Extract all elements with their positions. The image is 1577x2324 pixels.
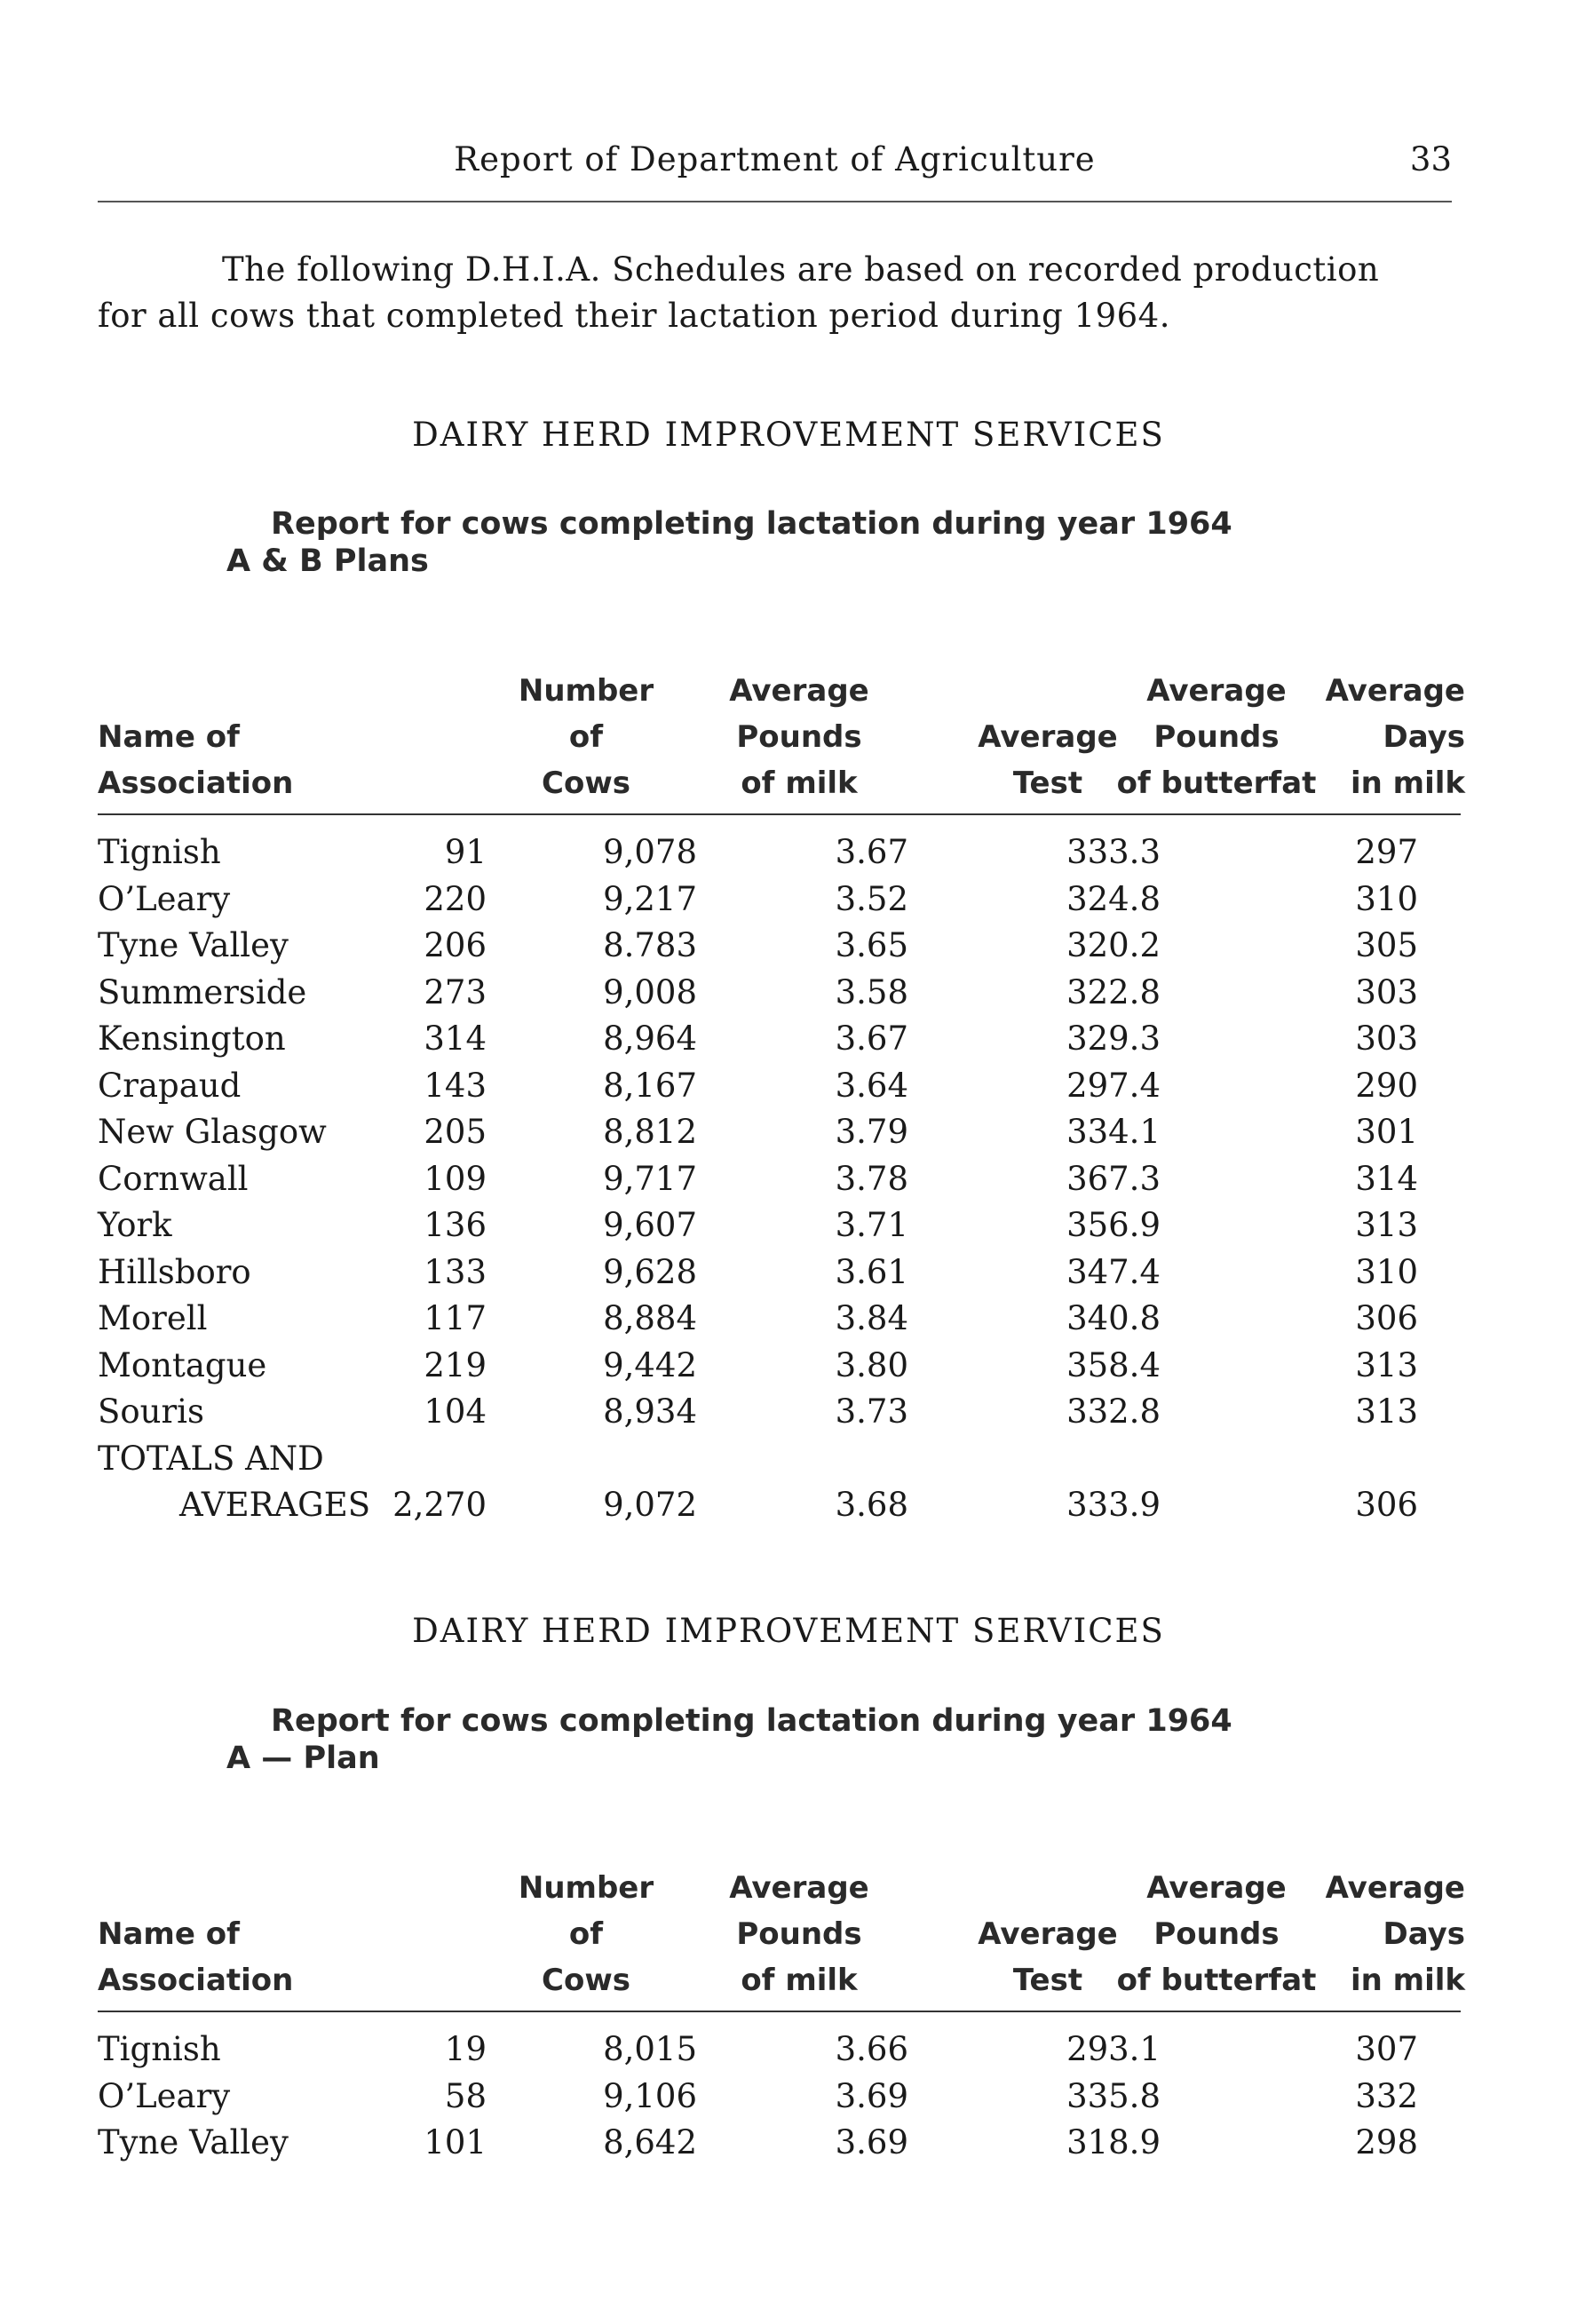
avg-test: 3.66 bbox=[835, 2030, 908, 2068]
totals-days: 306 bbox=[1355, 1486, 1418, 1524]
table-row bbox=[98, 1019, 1461, 1067]
avg-test: 3.67 bbox=[835, 833, 908, 871]
milk-pounds: 8,964 bbox=[603, 1019, 697, 1058]
cows-count: 219 bbox=[424, 1345, 487, 1384]
days-in-milk: 298 bbox=[1355, 2123, 1418, 2161]
table-rule bbox=[98, 2011, 1461, 2012]
avg-test: 3.69 bbox=[835, 2076, 908, 2115]
table-row bbox=[98, 1113, 1461, 1160]
cows-count: 136 bbox=[424, 1206, 487, 1244]
milk-pounds: 8,884 bbox=[603, 1299, 697, 1337]
cows-count: 91 bbox=[444, 833, 487, 871]
milk-pounds: 9,106 bbox=[603, 2076, 697, 2115]
plan-label-1: A & B Plans bbox=[226, 543, 429, 579]
col-header-test: Average Test bbox=[978, 719, 1118, 801]
cows-count: 104 bbox=[424, 1392, 487, 1431]
table-row bbox=[98, 1392, 1461, 1440]
totals-row bbox=[98, 1486, 1461, 1533]
report-caption-2: Report for cows completing lactation during year 1964 bbox=[271, 1703, 1232, 1739]
association-name: New Glasgow bbox=[98, 1113, 327, 1151]
association-name: Kensington bbox=[98, 1019, 286, 1058]
intro-paragraph bbox=[98, 247, 1452, 339]
col-header-butterfat: Average Pounds of butterfat bbox=[1116, 673, 1317, 801]
days-in-milk: 306 bbox=[1355, 1299, 1418, 1337]
table-body bbox=[98, 2030, 1461, 2170]
butterfat-pounds: 334.1 bbox=[1066, 1113, 1161, 1151]
totals-milk: 9,072 bbox=[603, 1486, 697, 1524]
table-row bbox=[98, 1206, 1461, 1253]
milk-pounds: 8,812 bbox=[603, 1113, 697, 1151]
butterfat-pounds: 322.8 bbox=[1066, 972, 1161, 1011]
avg-test: 3.61 bbox=[835, 1252, 908, 1291]
days-in-milk: 314 bbox=[1355, 1159, 1418, 1198]
table-row bbox=[98, 1346, 1461, 1393]
association-name: Tyne Valley bbox=[98, 926, 289, 964]
butterfat-pounds: 320.2 bbox=[1066, 926, 1161, 964]
milk-pounds: 8,015 bbox=[603, 2030, 697, 2068]
milk-pounds: 8.783 bbox=[603, 926, 697, 964]
table-body bbox=[98, 833, 1461, 1440]
association-name: Montague bbox=[98, 1345, 267, 1384]
cows-count: 220 bbox=[424, 879, 487, 918]
cows-count: 133 bbox=[424, 1252, 487, 1291]
association-name: Summerside bbox=[98, 972, 307, 1011]
table-row bbox=[98, 1067, 1461, 1114]
totals-label-row bbox=[98, 1440, 1461, 1487]
butterfat-pounds: 332.8 bbox=[1066, 1392, 1161, 1431]
table-row bbox=[98, 1253, 1461, 1300]
page-number: 33 bbox=[1409, 140, 1452, 178]
table-a-plan bbox=[98, 1865, 1465, 2170]
days-in-milk: 305 bbox=[1355, 926, 1418, 964]
table-row bbox=[98, 973, 1461, 1020]
butterfat-pounds: 318.9 bbox=[1066, 2123, 1161, 2161]
col-header-cows: Number of Cows bbox=[518, 1870, 654, 1998]
days-in-milk: 310 bbox=[1355, 879, 1418, 918]
association-name: O’Leary bbox=[98, 2076, 231, 2115]
table-header bbox=[98, 668, 1465, 806]
butterfat-pounds: 356.9 bbox=[1066, 1206, 1161, 1244]
avg-test: 3.73 bbox=[835, 1392, 908, 1431]
intro-line-2: for all cows that completed their lactation period during 1964. bbox=[98, 297, 1170, 335]
cows-count: 58 bbox=[444, 2076, 487, 2115]
milk-pounds: 9,078 bbox=[603, 833, 697, 871]
milk-pounds: 8,167 bbox=[603, 1066, 697, 1105]
col-header-cows: Number of Cows bbox=[518, 673, 654, 801]
col-header-milk: Average Pounds of milk bbox=[729, 1870, 869, 1998]
cows-count: 273 bbox=[424, 972, 487, 1011]
table-row bbox=[98, 1160, 1461, 1207]
milk-pounds: 8,642 bbox=[603, 2123, 697, 2161]
butterfat-pounds: 335.8 bbox=[1066, 2076, 1161, 2115]
milk-pounds: 9,607 bbox=[603, 1206, 697, 1244]
running-head-title: Report of Department of Agriculture bbox=[454, 140, 1096, 178]
table-row bbox=[98, 2123, 1461, 2170]
col-header-name: Name of Association bbox=[98, 1916, 294, 1998]
milk-pounds: 9,717 bbox=[603, 1159, 697, 1198]
cows-count: 206 bbox=[424, 926, 487, 964]
avg-test: 3.65 bbox=[835, 926, 908, 964]
table-row bbox=[98, 926, 1461, 973]
association-name: Hillsboro bbox=[98, 1252, 251, 1291]
days-in-milk: 290 bbox=[1355, 1066, 1418, 1105]
col-header-test: Average Test bbox=[978, 1916, 1118, 1998]
association-name: Tignish bbox=[98, 2030, 221, 2068]
association-name: Souris bbox=[98, 1392, 204, 1431]
totals-butterfat: 333.9 bbox=[1066, 1486, 1161, 1524]
cows-count: 101 bbox=[424, 2123, 487, 2161]
days-in-milk: 303 bbox=[1355, 1019, 1418, 1058]
section-title-1: DAIRY HERD IMPROVEMENT SERVICES bbox=[412, 416, 1165, 454]
milk-pounds: 9,217 bbox=[603, 879, 697, 918]
col-header-days: Average Days in milk bbox=[1325, 673, 1465, 801]
col-header-days: Average Days in milk bbox=[1325, 1870, 1465, 1998]
col-header-name: Name of Association bbox=[98, 719, 294, 801]
avg-test: 3.84 bbox=[835, 1299, 908, 1337]
report-line-1 bbox=[226, 506, 1232, 579]
cows-count: 314 bbox=[424, 1019, 487, 1058]
butterfat-pounds: 333.3 bbox=[1066, 833, 1161, 871]
days-in-milk: 332 bbox=[1355, 2076, 1418, 2115]
table-rule bbox=[98, 813, 1461, 815]
cows-count: 19 bbox=[444, 2030, 487, 2068]
association-name: Crapaud bbox=[98, 1066, 242, 1105]
butterfat-pounds: 340.8 bbox=[1066, 1299, 1161, 1337]
butterfat-pounds: 293.1 bbox=[1066, 2030, 1161, 2068]
butterfat-pounds: 297.4 bbox=[1066, 1066, 1161, 1105]
butterfat-pounds: 347.4 bbox=[1066, 1252, 1161, 1291]
table-row bbox=[98, 833, 1461, 880]
association-name: Tyne Valley bbox=[98, 2123, 289, 2161]
days-in-milk: 313 bbox=[1355, 1345, 1418, 1384]
report-caption-1: Report for cows completing lactation during year 1964 bbox=[271, 506, 1232, 542]
butterfat-pounds: 324.8 bbox=[1066, 879, 1161, 918]
col-header-milk: Average Pounds of milk bbox=[729, 673, 869, 801]
days-in-milk: 297 bbox=[1355, 833, 1418, 871]
milk-pounds: 9,628 bbox=[603, 1252, 697, 1291]
association-name: Morell bbox=[98, 1299, 208, 1337]
butterfat-pounds: 329.3 bbox=[1066, 1019, 1161, 1058]
header-rule bbox=[98, 201, 1452, 202]
butterfat-pounds: 358.4 bbox=[1066, 1345, 1161, 1384]
table-row bbox=[98, 2030, 1461, 2077]
avg-test: 3.71 bbox=[835, 1206, 908, 1244]
days-in-milk: 307 bbox=[1355, 2030, 1418, 2068]
totals-label: TOTALS AND bbox=[98, 1439, 324, 1478]
totals-cows: 2,270 bbox=[392, 1486, 487, 1524]
running-head bbox=[98, 140, 1452, 194]
table-header bbox=[98, 1865, 1465, 2003]
days-in-milk: 313 bbox=[1355, 1392, 1418, 1431]
averages-label: AVERAGES bbox=[179, 1486, 371, 1524]
cows-count: 117 bbox=[424, 1299, 487, 1337]
days-in-milk: 313 bbox=[1355, 1206, 1418, 1244]
milk-pounds: 8,934 bbox=[603, 1392, 697, 1431]
cows-count: 143 bbox=[424, 1066, 487, 1105]
cows-count: 109 bbox=[424, 1159, 487, 1198]
table-row bbox=[98, 880, 1461, 927]
avg-test: 3.78 bbox=[835, 1159, 908, 1198]
avg-test: 3.64 bbox=[835, 1066, 908, 1105]
milk-pounds: 9,442 bbox=[603, 1345, 697, 1384]
association-name: Cornwall bbox=[98, 1159, 249, 1198]
milk-pounds: 9,008 bbox=[603, 972, 697, 1011]
cows-count: 205 bbox=[424, 1113, 487, 1151]
association-name: York bbox=[98, 1206, 172, 1244]
totals-test: 3.68 bbox=[835, 1486, 908, 1524]
table-ab-plans bbox=[98, 668, 1465, 1533]
butterfat-pounds: 367.3 bbox=[1066, 1159, 1161, 1198]
table-row bbox=[98, 1299, 1461, 1346]
avg-test: 3.79 bbox=[835, 1113, 908, 1151]
avg-test: 3.52 bbox=[835, 879, 908, 918]
plan-label-2: A — Plan bbox=[226, 1741, 380, 1776]
association-name: O’Leary bbox=[98, 879, 231, 918]
avg-test: 3.58 bbox=[835, 972, 908, 1011]
table-row bbox=[98, 2077, 1461, 2124]
avg-test: 3.80 bbox=[835, 1345, 908, 1384]
days-in-milk: 301 bbox=[1355, 1113, 1418, 1151]
section-title-2: DAIRY HERD IMPROVEMENT SERVICES bbox=[412, 1612, 1165, 1650]
intro-line-1: The following D.H.I.A. Schedules are based on recorded production bbox=[222, 250, 1380, 289]
days-in-milk: 310 bbox=[1355, 1252, 1418, 1291]
avg-test: 3.67 bbox=[835, 1019, 908, 1058]
col-header-butterfat: Average Pounds of butterfat bbox=[1116, 1870, 1317, 1998]
association-name: Tignish bbox=[98, 833, 221, 871]
report-line-2 bbox=[226, 1703, 1232, 1776]
days-in-milk: 303 bbox=[1355, 972, 1418, 1011]
avg-test: 3.69 bbox=[835, 2123, 908, 2161]
